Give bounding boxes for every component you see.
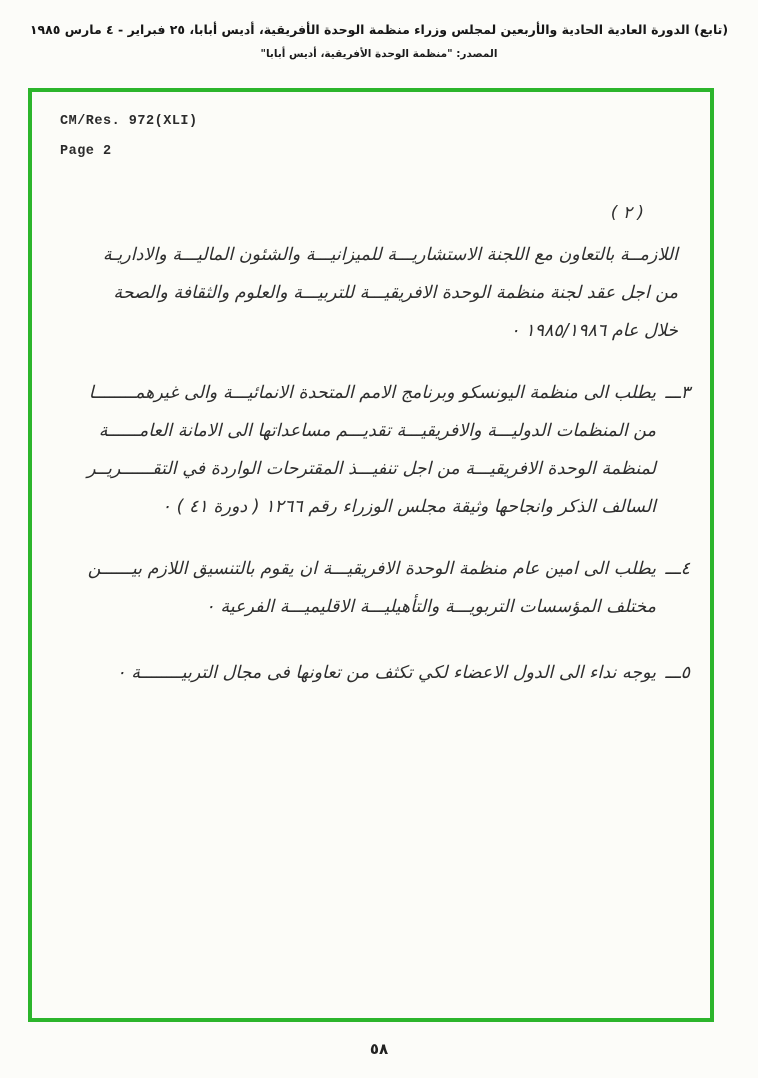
paragraph-number: ٥ـــ [665,663,690,683]
green-scan-frame [28,88,714,1022]
paragraph-text [62,654,656,692]
numbered-paragraph-4 [62,550,690,626]
body-line: السالف الذكر وانجاحها وثيقة مجلس الوزراء رقم ١٢٦٦ ( دورة ٤١ ) ٠ [161,497,656,517]
numbered-paragraph-3 [62,374,690,526]
page-label: Page 2 [60,144,112,159]
body-line: من المنظمات الدوليـــة والافريقيـــة تقديـــم مساعداتها الى الامانة العامــــــة [98,421,656,441]
numbered-paragraph-5 [62,654,690,692]
body-line: يطلب الى منظمة اليونسكو وبرنامج الامم المتحدة الانمائيـــة والى غيرهمــــــــا [88,383,656,403]
paragraph-number: ٤ـــ [665,559,690,579]
section-marker: ( ٢ ) [610,203,644,223]
page-number: ٥٨ [369,1040,389,1058]
body-line: يوجه نداء الى الدول الاعضاء لكي تكثف من تعاونها فى مجال التربيــــــــة ٠ [116,663,656,683]
body-line: من اجل عقد لجنة منظمة الوحدة الافريقيـــة للتربيـــة والعلوم والثقافة والصحة [113,283,678,303]
paragraph-number: ٣ـــ [665,383,690,403]
paragraph-text [62,550,656,626]
paragraph-text [62,374,656,526]
body-line: اللازمــة بالتعاون مع اللجنة الاستشاريـــة للميزانيـــة والشئون الماليـــة والاداريـة [102,245,678,265]
resolution-reference: CM/Res. 972(XLI) [60,114,198,129]
body-line: يطلب الى امين عام منظمة الوحدة الافريقيـــة ان يقوم بالتنسيق اللازم بيــــــن [87,559,656,579]
body-line: خلال عام ١٩٨٥/١٩٨٦ ٠ [510,321,678,341]
source-caption: المصدر: "منظمة الوحدة الأفريقية، أديس أبابا" [260,48,498,60]
arabic-body [62,196,690,692]
session-caption: (تابع) الدورة العادية الحادية والأربعين لمجلس وزراء منظمة الوحدة الأفريقية، أديس أبابا، ٢٥ فبراير - ٤ مارس ١٩٨٥ [29,22,729,37]
paragraph-2-continuation [62,236,678,350]
body-line: لمنظمة الوحدة الافريقيـــة من اجل تنفيـــذ المقترحات الواردة في التقــــــريــر [87,459,656,479]
body-line: مختلف المؤسسات التربويـــة والتأهيليـــة الاقليميـــة الفرعية ٠ [205,597,656,617]
